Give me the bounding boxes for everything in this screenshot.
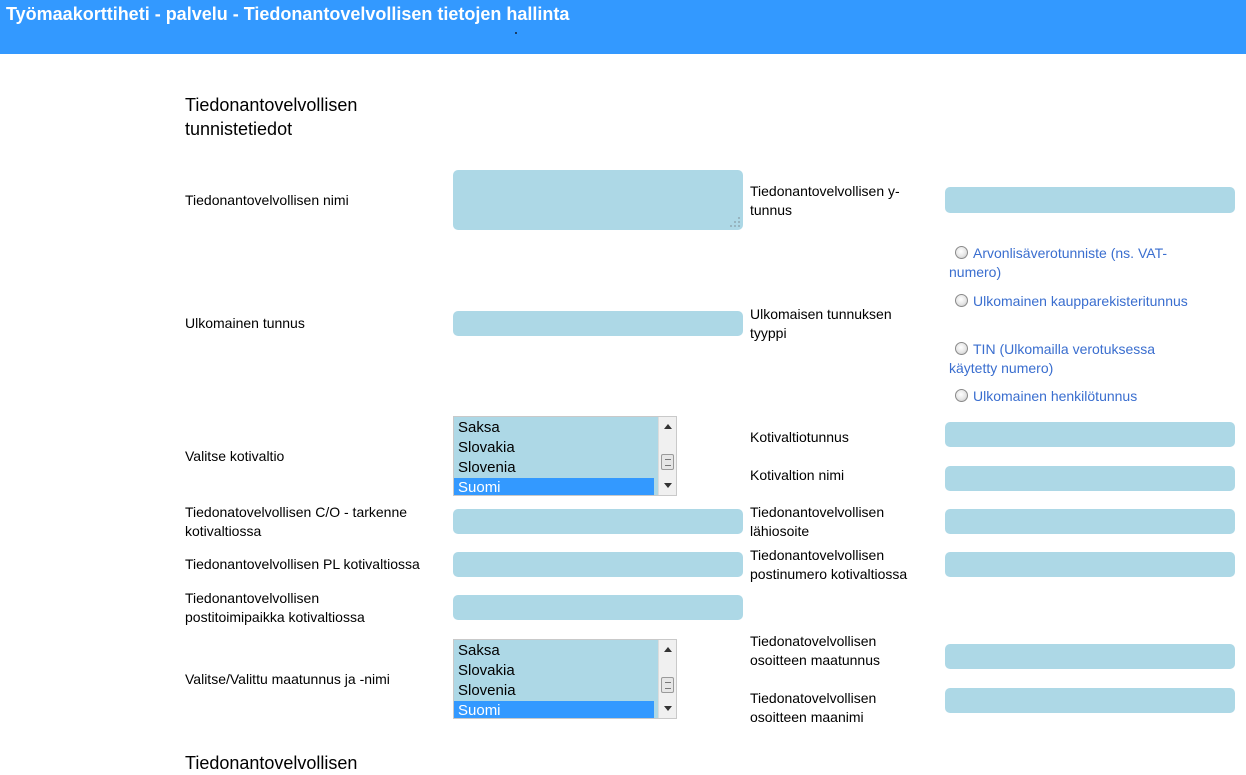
page-title: Työmaakorttiheti - palvelu - Tiedonantovelvollisen tietojen hallinta (6, 4, 570, 24)
ulkomainen-tunnus-input[interactable] (453, 311, 743, 336)
label-co-tarkenne: Tiedonatovelvollisen C/O - tarkenne kotivaltiossa (185, 504, 408, 539)
listbox-option[interactable]: Saksa (458, 642, 500, 659)
listbox-option[interactable]: Saksa (458, 419, 500, 436)
header-dot (515, 32, 517, 34)
pl-input[interactable] (453, 552, 743, 577)
resize-grip-icon[interactable] (729, 216, 741, 228)
kotivaltiotunnus-input[interactable] (945, 422, 1235, 447)
osoitteen-maanimi-input[interactable] (945, 688, 1235, 713)
listbox-scrollbar[interactable] (658, 417, 676, 495)
kotivaltio-listbox[interactable] (453, 416, 677, 496)
label-postitoimipaikka: Tiedonantovelvollisen postitoimipaikka kotivaltiossa (185, 590, 365, 625)
ytunnus-input[interactable] (945, 187, 1235, 213)
label-ytunnus: Tiedonantovelvollisen y-tunnus (750, 183, 900, 218)
radio-label: Ulkomainen henkilötunnus (973, 388, 1138, 404)
label-tunnuksen-tyyppi: Ulkomaisen tunnuksen tyyppi (750, 306, 892, 341)
listbox-scrollbar[interactable] (658, 640, 676, 718)
listbox-option-selected[interactable]: Suomi (454, 701, 654, 719)
app-header (0, 0, 1246, 54)
next-section-title: Tiedonantovelvollisen (185, 753, 358, 773)
listbox-option[interactable]: Slovenia (458, 459, 516, 476)
label-pl: Tiedonantovelvollisen PL kotivaltiossa (185, 556, 420, 572)
section-title: Tiedonantovelvollisen tunnistetiedot (185, 95, 358, 139)
co-tarkenne-input[interactable] (453, 509, 743, 534)
scroll-thumb[interactable] (661, 454, 674, 470)
label-kotivaltion-nimi: Kotivaltion nimi (750, 467, 845, 483)
label-osoitteen-maanimi: Tiedonatovelvollisen osoitteen maanimi (750, 690, 877, 725)
label-maatunnus-select: Valitse/Valittu maatunnus ja -nimi (185, 671, 390, 687)
label-kotivaltiotunnus: Kotivaltiotunnus (750, 429, 849, 445)
scroll-thumb[interactable] (661, 677, 674, 693)
radio-button-icon[interactable] (955, 342, 968, 355)
scroll-down-arrow-icon[interactable] (664, 483, 672, 488)
radio-option-tin[interactable] (949, 340, 1189, 378)
radio-button-icon[interactable] (955, 246, 968, 259)
radio-label: Ulkomainen kaupparekisteritunnus (973, 293, 1188, 309)
listbox-option[interactable]: Slovakia (458, 662, 515, 679)
radio-label: Arvonlisäverotunniste (ns. VAT-numero) (949, 245, 1168, 280)
osoitteen-maatunnus-input[interactable] (945, 644, 1235, 669)
nimi-textarea[interactable] (453, 170, 743, 230)
label-postinumero: Tiedonantovelvollisen postinumero kotivaltiossa (750, 547, 908, 582)
scroll-up-arrow-icon[interactable] (664, 424, 672, 429)
listbox-option[interactable]: Slovenia (458, 682, 516, 699)
radio-option-kaupparekisteri[interactable] (949, 292, 1189, 311)
label-osoitteen-maatunnus: Tiedonatovelvollisen osoitteen maatunnus (750, 633, 880, 668)
postitoimipaikka-input[interactable] (453, 595, 743, 620)
scroll-down-arrow-icon[interactable] (664, 706, 672, 711)
radio-option-henkilotunnus[interactable] (949, 387, 1209, 406)
listbox-option[interactable]: Slovakia (458, 439, 515, 456)
radio-button-icon[interactable] (955, 389, 968, 402)
label-ulkomainen-tunnus: Ulkomainen tunnus (185, 315, 305, 331)
label-kotivaltio: Valitse kotivaltio (185, 448, 285, 464)
label-nimi: Tiedonantovelvollisen nimi (185, 192, 349, 208)
radio-label: TIN (Ulkomailla verotuksessa käytetty numero) (949, 341, 1156, 376)
radio-button-icon[interactable] (955, 294, 968, 307)
label-lahiosoite: Tiedonantovelvollisen lähiosoite (750, 504, 885, 539)
maatunnus-listbox[interactable] (453, 639, 677, 719)
lahiosoite-input[interactable] (945, 509, 1235, 534)
kotivaltion-nimi-input[interactable] (945, 466, 1235, 491)
postinumero-input[interactable] (945, 552, 1235, 577)
scroll-up-arrow-icon[interactable] (664, 647, 672, 652)
radio-option-vat[interactable] (949, 244, 1189, 282)
listbox-option-selected[interactable]: Suomi (454, 478, 654, 496)
